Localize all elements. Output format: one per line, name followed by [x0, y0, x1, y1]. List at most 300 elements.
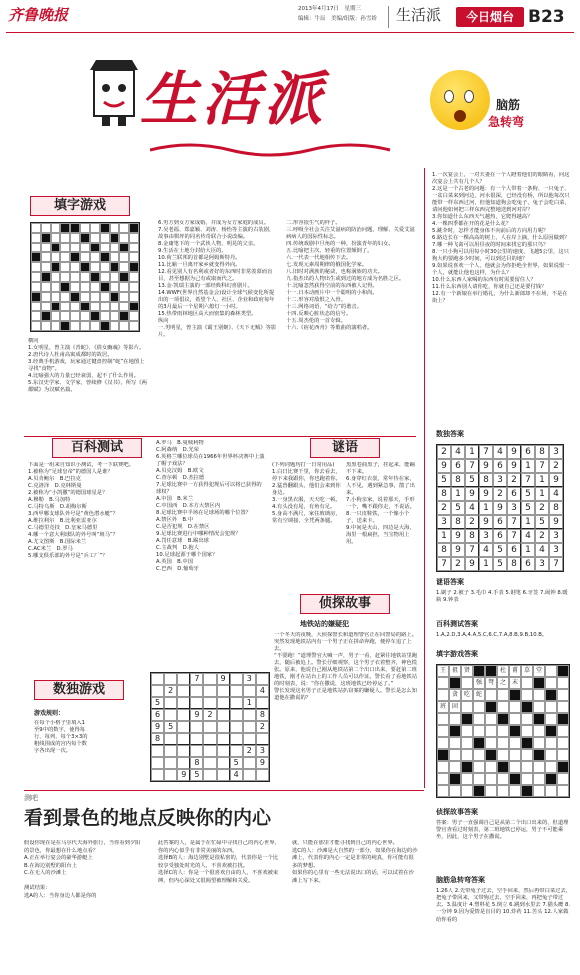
crossword-clues-col3: 二.形容很生气的样子。 三.呼吸全社会关注艾滋病的防治问题，理解、关爱艾滋病病人的国际性标志。 四.传统戏剧中旦角的一种，扮演青年的妇女。 五.比喻把主次、轻重的位置颠倒了。 六.一代表一代地相传下去。 七.发现元素周期律的俄国化学家。 八.旧时对满族的秘诀，也称满族的功夫。 九.指杰出的人物出生或到过的地方成为名胜之区。 十.比喻忽然获得空前的东西被人记得。 十一.日本动画片中一个聪明的小和尚。 十二.形容对敌恨之入骨。 十三.网络词语，“给力”的谐音。 十四.反映心脏状态的信号。 十五.周杰伦的一首专辑。 十六.《宿花西舟》等歌曲的演唱者。 [286, 220, 415, 331]
crossword-cell[interactable] [80, 272, 90, 282]
detective-title: 地铁站的嫌疑犯 [300, 620, 349, 628]
sudoku-cell[interactable]: 8 [151, 733, 164, 745]
crossword-answer-cell [533, 761, 545, 773]
sudoku-answer-cell: 1 [437, 529, 451, 543]
quiz-col1: 下面是一组来自知识小测试，考一下联赛吧。 1.被称为“足球皇帝”的德国人是谁？ A.贝肯鲍尔 B.巴拉克 C.克洛泽 D.克林斯曼 2.被称为“小凯撒”的德国球星是？ A.穆勒 B.马加特 C.马特乌斯 D.胡梅尔斯 3.西甲哪支球队外号是“黄色潜水艇”？ A.维拉利尔 B.比利亚雷亚尔 C.马德里竞技 D.皇家马德里 4.哪一个意大利球队的外号叫“斑马”？ A.尤文图斯 B.国际米兰 C.AC米兰 D.罗马 5.哪支俱乐部的外号是“兵工厂”？ [28, 462, 134, 559]
sudoku-answer-cell: 4 [465, 501, 479, 515]
sudoku-cell[interactable] [190, 697, 203, 709]
crossword-answer-cell [533, 713, 545, 725]
crossword-answer-cell [533, 773, 545, 785]
crossword-answer-cell [497, 725, 509, 737]
crossword-answer-cell: 贪 [449, 689, 461, 701]
crossword-cell[interactable] [110, 252, 120, 262]
crossword-cell[interactable] [119, 252, 129, 262]
sudoku-cell[interactable] [177, 709, 190, 721]
crossword-cell[interactable] [70, 311, 80, 321]
crossword-cell[interactable] [70, 272, 80, 282]
sudoku-cell[interactable]: 4 [230, 769, 243, 781]
sudoku-answer-cell: 8 [479, 473, 493, 487]
crossword-cell[interactable] [51, 243, 61, 253]
sudoku-cell[interactable] [177, 721, 190, 733]
crossword-answer-cell [485, 725, 497, 737]
crossword-cell[interactable] [100, 321, 110, 331]
sudoku-cell[interactable] [203, 685, 216, 697]
crossword-cell[interactable] [80, 311, 90, 321]
crossword-cell[interactable] [70, 223, 80, 233]
crossword-cell[interactable] [129, 262, 139, 272]
crossword-cell[interactable] [119, 282, 129, 292]
sudoku-answer-cell: 8 [465, 529, 479, 543]
crossword-cell[interactable] [100, 272, 110, 282]
crossword-answer-cell [449, 677, 461, 689]
crossword-cell[interactable] [41, 302, 51, 312]
sudoku-cell[interactable] [177, 697, 190, 709]
crossword-cell[interactable] [80, 282, 90, 292]
riddle-banner: 谜语 [310, 438, 380, 458]
crossword-answer-cell [521, 761, 533, 773]
crossword-cell[interactable] [31, 223, 41, 233]
crossword-cell[interactable] [110, 272, 120, 282]
crossword-cell[interactable] [80, 321, 90, 331]
crossword-cell[interactable] [51, 272, 61, 282]
crossword-answer-cell [545, 785, 557, 797]
crossword-cell[interactable] [51, 262, 61, 272]
crossword-answer-cell [449, 749, 461, 761]
crossword-cell[interactable] [100, 282, 110, 292]
sudoku-answer-cell: 9 [493, 501, 507, 515]
crossword-cell[interactable] [119, 302, 129, 312]
sudoku-cell[interactable] [164, 673, 177, 685]
sudoku-cell[interactable] [230, 721, 243, 733]
crossword-cell[interactable] [110, 233, 120, 243]
sudoku-rules: 在每个小格子里填入1至9中的数字，使得每行、每列、每个3×3的粗线围成的宫内每个数字各出现一次。 [34, 720, 88, 754]
sudoku-cell[interactable] [164, 709, 177, 721]
sudoku-cell[interactable]: 2 [243, 745, 256, 757]
crossword-cell[interactable] [100, 252, 110, 262]
section-name: 生活派 [396, 6, 442, 24]
crossword-cell[interactable] [110, 282, 120, 292]
crossword-cell[interactable] [90, 292, 100, 302]
crossword-cell[interactable] [51, 223, 61, 233]
sudoku-cell[interactable] [177, 673, 190, 685]
crossword-cell[interactable] [90, 272, 100, 282]
sudoku-cell[interactable] [203, 721, 216, 733]
sudoku-cell[interactable] [177, 733, 190, 745]
crossword-cell[interactable] [70, 233, 80, 243]
crossword-cell[interactable] [51, 252, 61, 262]
sudoku-cell[interactable] [203, 757, 216, 769]
crossword-cell[interactable] [31, 272, 41, 282]
sudoku-cell[interactable] [151, 769, 164, 781]
sudoku-answer-cell: 9 [437, 459, 451, 473]
sudoku-answer-cell: 2 [451, 557, 465, 571]
crossword-cell[interactable] [41, 272, 51, 282]
crossword-cell[interactable] [51, 292, 61, 302]
crossword-cell[interactable] [60, 282, 70, 292]
sudoku-answer-cell: 4 [479, 543, 493, 557]
sudoku-cell[interactable] [203, 745, 216, 757]
crossword-answer-cell: 末 [509, 677, 521, 689]
crossword-cell[interactable] [129, 272, 139, 282]
crossword-answer-cell [473, 749, 485, 761]
sudoku-cell[interactable] [177, 757, 190, 769]
sudoku-cell[interactable] [151, 673, 164, 685]
crossword-cell[interactable] [80, 302, 90, 312]
crossword-answer-cell [497, 701, 509, 713]
sudoku-cell[interactable] [230, 685, 243, 697]
crossword-cell[interactable] [100, 223, 110, 233]
crossword-cell[interactable] [51, 321, 61, 331]
sudoku-cell[interactable]: 4 [256, 685, 269, 697]
sudoku-answer-cell: 6 [451, 459, 465, 473]
sudoku-cell[interactable] [217, 697, 230, 709]
crossword-cell[interactable] [119, 262, 129, 272]
crossword-cell[interactable] [60, 233, 70, 243]
sudoku-answer-cell: 2 [437, 445, 451, 459]
crossword-cell[interactable] [60, 292, 70, 302]
crossword-cell[interactable] [60, 243, 70, 253]
sudoku-answer-cell: 2 [507, 473, 521, 487]
crossword-answer-cell: 草 [521, 665, 533, 677]
article-col1: 假设你现在是在马尔代夫海外旅行，当你看到夕阳的景色，你最想在什么地点看？ A.正在举行宴会的豪华游艇上 B.在海边别墅的阳台上 C.在无人的沙滩上 测试结果： 选A的人：当你身边人都是你的 [24, 840, 141, 899]
crossword-cell[interactable] [110, 262, 120, 272]
sudoku-answer-cell: 7 [549, 557, 563, 571]
sudoku-cell[interactable]: 9 [256, 757, 269, 769]
sudoku-cell[interactable] [203, 733, 216, 745]
crossword-cell[interactable] [129, 292, 139, 302]
crossword-cell[interactable] [110, 243, 120, 253]
crossword-answer-cell [557, 785, 569, 797]
sudoku-cell[interactable] [164, 769, 177, 781]
sudoku-answer-cell: 5 [493, 557, 507, 571]
sudoku-cell[interactable] [243, 733, 256, 745]
sudoku-cell[interactable]: 5 [230, 757, 243, 769]
crossword-cell[interactable] [129, 233, 139, 243]
crossword-cell[interactable] [80, 223, 90, 233]
crossword-cell[interactable] [110, 321, 120, 331]
crossword-cell[interactable] [110, 311, 120, 321]
sudoku-answer-cell: 5 [535, 515, 549, 529]
section-rule [24, 436, 416, 437]
crossword-answer-cell [509, 689, 521, 701]
crossword-cell[interactable] [31, 262, 41, 272]
sudoku-cell[interactable]: 5 [151, 697, 164, 709]
crossword-cell[interactable] [129, 302, 139, 312]
crossword-cell[interactable] [60, 311, 70, 321]
crossword-banner: 填字游戏 [30, 196, 130, 216]
crossword-cell[interactable] [119, 233, 129, 243]
crossword-cell[interactable] [31, 292, 41, 302]
crossword-cell[interactable] [119, 311, 129, 321]
sudoku-cell[interactable] [164, 757, 177, 769]
sudoku-cell[interactable] [256, 673, 269, 685]
crossword-cell[interactable] [100, 292, 110, 302]
sudoku-cell[interactable]: 3 [256, 745, 269, 757]
crossword-cell[interactable] [119, 243, 129, 253]
crossword-answer-cell [461, 725, 473, 737]
crossword-cell[interactable] [60, 252, 70, 262]
crossword-cell[interactable] [90, 311, 100, 321]
crossword-cell[interactable] [31, 302, 41, 312]
crossword-cell[interactable] [41, 311, 51, 321]
sudoku-answer-cell: 6 [493, 515, 507, 529]
section-title-art: 生活派 [140, 65, 327, 133]
crossword-answer-cell [557, 749, 569, 761]
sudoku-answer-cell: 2 [549, 459, 563, 473]
sudoku-cell[interactable] [256, 769, 269, 781]
sudoku-cell[interactable] [217, 709, 230, 721]
crossword-answer-cell [557, 773, 569, 785]
crossword-cell[interactable] [51, 311, 61, 321]
sudoku-cell[interactable] [190, 685, 203, 697]
sudoku-answer-cell: 2 [535, 529, 549, 543]
sudoku-cell[interactable] [217, 733, 230, 745]
crossword-cell[interactable] [119, 272, 129, 282]
crossword-cell[interactable] [119, 321, 129, 331]
sudoku-cell[interactable] [203, 769, 216, 781]
crossword-answer-cell [533, 737, 545, 749]
crossword-cell[interactable] [90, 282, 100, 292]
crossword-cell[interactable] [129, 282, 139, 292]
crossword-answer-cell [557, 689, 569, 701]
crossword-answer-cell [521, 725, 533, 737]
sudoku-cell[interactable] [177, 685, 190, 697]
sudoku-answer-cell: 1 [535, 487, 549, 501]
crossword-cell[interactable] [80, 233, 90, 243]
sudoku-cell[interactable]: 5 [164, 721, 177, 733]
crossword-cell[interactable] [90, 302, 100, 312]
crossword-cell[interactable] [70, 321, 80, 331]
crossword-cell[interactable] [41, 233, 51, 243]
sudoku-cell[interactable] [164, 697, 177, 709]
sudoku-cell[interactable]: 9 [217, 673, 230, 685]
sudoku-answer-cell: 3 [507, 501, 521, 515]
sudoku-cell[interactable]: 1 [243, 697, 256, 709]
brain-answer-title: 脑筋急转弯答案 [436, 876, 485, 884]
crossword-cell[interactable] [70, 243, 80, 253]
sudoku-answer-cell: 9 [549, 473, 563, 487]
sudoku-cell[interactable] [217, 745, 230, 757]
crossword-cell[interactable] [70, 292, 80, 302]
crossword-cell[interactable] [80, 252, 90, 262]
crossword-answer-cell [437, 761, 449, 773]
crossword-cell[interactable] [129, 252, 139, 262]
crossword-cell[interactable] [60, 321, 70, 331]
crossword-cell[interactable] [100, 302, 110, 312]
crossword-cell[interactable] [119, 223, 129, 233]
crossword-cell[interactable] [100, 311, 110, 321]
sudoku-answer-cell: 5 [521, 487, 535, 501]
sudoku-cell[interactable]: 8 [190, 757, 203, 769]
crossword-answer-cell [545, 737, 557, 749]
crossword-cell[interactable] [70, 252, 80, 262]
crossword-cell[interactable] [90, 243, 100, 253]
crossword-answer-cell [485, 773, 497, 785]
crossword-answer-cell [473, 701, 485, 713]
crossword-cell[interactable] [60, 223, 70, 233]
crossword-answer-cell [485, 785, 497, 797]
sudoku-grid[interactable] [150, 672, 270, 782]
sudoku-cell[interactable] [151, 757, 164, 769]
sudoku-answer-cell: 2 [437, 501, 451, 515]
sudoku-cell[interactable] [243, 721, 256, 733]
crossword-answer-cell [533, 785, 545, 797]
sudoku-cell[interactable] [230, 733, 243, 745]
crossword-cell[interactable] [110, 292, 120, 302]
sudoku-answer-cell: 4 [521, 529, 535, 543]
sudoku-cell[interactable] [190, 733, 203, 745]
crossword-answer-cell [545, 749, 557, 761]
sudoku-answer-cell: 6 [493, 459, 507, 473]
sudoku-cell[interactable] [230, 745, 243, 757]
crossword-cell[interactable] [80, 262, 90, 272]
sudoku-cell[interactable]: 6 [151, 709, 164, 721]
crossword-clues-col1: 横向 1.女明星，曾主演《青蛇》、《倩女幽魂》等影片。 2.唐代诗人杜甫高寓成都时的故居。 3.经典手机游戏，玩家通过键盘控制“蛇”在地图上寻找“食物”。 4.比喻强大的力量已经衰弱，起不了什么作用。 5.东汉史学家、文学家，曾续修《汉书》，所写《两都赋》为汉赋名篇。 [28, 338, 147, 393]
crossword-cell[interactable] [100, 243, 110, 253]
sudoku-cell[interactable] [217, 721, 230, 733]
crossword-cell[interactable] [90, 233, 100, 243]
crossword-cell[interactable] [31, 311, 41, 321]
crossword-cell[interactable] [90, 223, 100, 233]
sudoku-cell[interactable]: 9 [190, 709, 203, 721]
crossword-answer-cell [557, 761, 569, 773]
crossword-answer-cell [473, 725, 485, 737]
crossword-cell[interactable] [31, 233, 41, 243]
crossword-answer-cell [533, 701, 545, 713]
crossword-cell[interactable] [129, 243, 139, 253]
crossword-cell[interactable] [41, 282, 51, 292]
crossword-cell[interactable] [70, 282, 80, 292]
crossword-cell[interactable] [31, 282, 41, 292]
sudoku-cell[interactable] [217, 757, 230, 769]
sudoku-cell[interactable] [151, 745, 164, 757]
crossword-cell[interactable] [41, 262, 51, 272]
sudoku-cell[interactable] [151, 685, 164, 697]
crossword-answer-cell: 强 [473, 677, 485, 689]
sudoku-answer-cell: 3 [437, 515, 451, 529]
sudoku-cell[interactable]: 7 [190, 673, 203, 685]
crossword-cell[interactable] [41, 321, 51, 331]
sudoku-cell[interactable] [230, 673, 243, 685]
crossword-cell[interactable] [90, 321, 100, 331]
quiz-col2: A.罗马 B.曼城利物 C.阿森纳 D.光荣 6.英格兰哪位球员在1966年世界杯决赛中上演了帽子戏法？ A.贝克汉姆 B.欧文 C.查尔顿 D.杰拉德 7.足球比赛中一方获得犯规后可以将已获得的球权？ A.中国 B.米兰 C.中国西 D.本方大禁区内 8.足球比赛中半场在足球场的哪个位置？ A.禁区外 B.中 C.是否犯规 D.在禁区 9.足球比赛进行中哪种情况会犯规？ A.罚任意球 B.踢出球 C.主裁判 D.抱人 10.足球起源于哪个国家？ A.英国 B.中国 C.巴西 D.葡萄牙 [156, 440, 265, 572]
sudoku-cell[interactable] [243, 769, 256, 781]
sudoku-answer-cell: 1 [451, 487, 465, 501]
sudoku-answer-cell: 6 [507, 543, 521, 557]
sudoku-cell[interactable] [217, 769, 230, 781]
sudoku-answer-cell: 4 [549, 487, 563, 501]
sudoku-cell[interactable] [190, 721, 203, 733]
sudoku-answer-cell: 2 [535, 501, 549, 515]
crossword-answer-cell: 固 [449, 701, 461, 713]
sudoku-cell[interactable] [243, 709, 256, 721]
crossword-cell[interactable] [90, 252, 100, 262]
crossword-cell[interactable] [31, 252, 41, 262]
crossword-cell[interactable] [90, 262, 100, 272]
sudoku-cell[interactable] [256, 733, 269, 745]
crossword-cell[interactable] [41, 252, 51, 262]
sudoku-cell[interactable] [243, 757, 256, 769]
crossword-answer-cell [545, 689, 557, 701]
crossword-answer-cell [485, 749, 497, 761]
crossword-cell[interactable] [110, 223, 120, 233]
crossword-answer-cell: 甫 [509, 665, 521, 677]
sudoku-cell[interactable] [217, 685, 230, 697]
sudoku-answer-cell: 7 [479, 445, 493, 459]
crossword-cell[interactable] [60, 272, 70, 282]
sudoku-answer-cell: 7 [507, 529, 521, 543]
crossword-cell[interactable] [51, 302, 61, 312]
crossword-answer-cell: 蛇 [473, 689, 485, 701]
sudoku-cell[interactable]: 9 [151, 721, 164, 733]
crossword-cell[interactable] [119, 292, 129, 302]
sudoku-cell[interactable]: 5 [190, 769, 203, 781]
riddle-answers: 1.刷子 2.被子 3.毛巾 4.手表 5.钢笔 6.牙签 7.闹钟 8.暖瓶 9.钟表 [436, 590, 568, 604]
crossword-cell[interactable] [129, 311, 139, 321]
crossword-cell[interactable] [80, 243, 90, 253]
sudoku-cell[interactable] [164, 733, 177, 745]
sudoku-cell[interactable] [230, 697, 243, 709]
sudoku-cell[interactable]: 2 [203, 709, 216, 721]
crossword-cell[interactable] [51, 233, 61, 243]
sudoku-cell[interactable]: 2 [164, 685, 177, 697]
crossword-answer-cell [437, 677, 449, 689]
crossword-cell[interactable] [129, 321, 139, 331]
crossword-cell[interactable] [51, 282, 61, 292]
crossword-answer-cell [521, 677, 533, 689]
crossword-cell[interactable] [60, 302, 70, 312]
sudoku-cell[interactable] [177, 745, 190, 757]
sudoku-answer-cell: 4 [535, 543, 549, 557]
sudoku-cell[interactable] [203, 697, 216, 709]
sudoku-cell[interactable] [203, 673, 216, 685]
sudoku-cell[interactable] [230, 709, 243, 721]
crossword-answer-cell [473, 737, 485, 749]
crossword-answer-cell [449, 725, 461, 737]
crossword-answer-cell [545, 677, 557, 689]
sudoku-cell[interactable]: 2 [256, 721, 269, 733]
crossword-cell[interactable] [129, 223, 139, 233]
sudoku-cell[interactable]: 8 [256, 709, 269, 721]
crossword-cell[interactable] [70, 262, 80, 272]
crossword-answer-cell [473, 773, 485, 785]
sudoku-cell[interactable] [243, 685, 256, 697]
sudoku-cell[interactable]: 3 [243, 673, 256, 685]
sudoku-cell[interactable] [190, 745, 203, 757]
crossword-cell[interactable] [100, 262, 110, 272]
crossword-cell[interactable] [70, 302, 80, 312]
crossword-cell[interactable] [41, 292, 51, 302]
sudoku-answer-cell: 5 [521, 501, 535, 515]
crossword-cell[interactable] [31, 243, 41, 253]
crossword-cell[interactable] [41, 223, 51, 233]
crossword-answer-cell [437, 785, 449, 797]
crossword-cell[interactable] [100, 233, 110, 243]
crossword-cell[interactable] [41, 243, 51, 253]
crossword-answer-cell [449, 785, 461, 797]
article-col2: 此答案的人，是属于在忙碌中寻找自己的内心世界，你的内心似乎有非常美丽的东西。 选择B的人：海边别墅是很私密的，代表你是一个比较享受独处时光的人，不喜欢被打扰。 选择C的人：你是一个很喜欢自由的人，不喜欢被束缚，但内心深处又很渴望被理解和关爱。 [158, 840, 280, 884]
sudoku-cell[interactable] [164, 745, 177, 757]
crossword-answer-title: 填字游戏答案 [436, 650, 478, 658]
crossword-cell[interactable] [60, 262, 70, 272]
sudoku-cell[interactable] [256, 697, 269, 709]
crossword-cell[interactable] [80, 292, 90, 302]
crossword-answer-cell [461, 737, 473, 749]
sudoku-cell[interactable]: 9 [177, 769, 190, 781]
crossword-cell[interactable] [31, 321, 41, 331]
crossword-cell[interactable] [110, 302, 120, 312]
sudoku-answer-cell: 6 [521, 557, 535, 571]
